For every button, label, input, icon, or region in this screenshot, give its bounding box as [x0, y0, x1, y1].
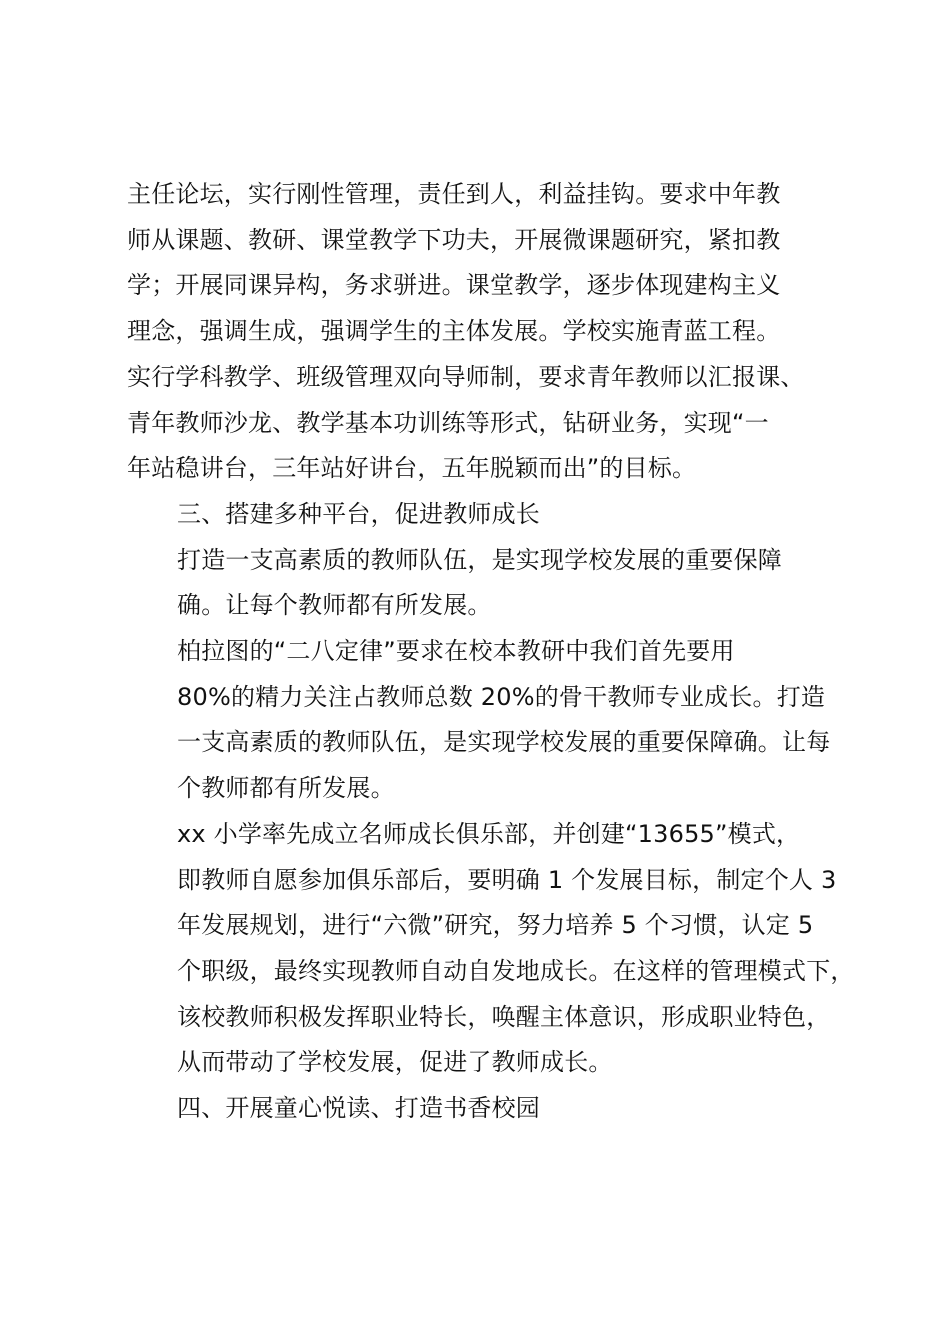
heading-line: 四、开展童心悦读、打造书香校园 [177, 1094, 540, 1123]
text-line: 该校教师积极发挥职业特长，唤醒主体意识，形成职业特色， [177, 1002, 831, 1031]
text-line: 理念，强调生成，强调学生的主体发展。学校实施青蓝工程。 [127, 317, 781, 346]
section-heading-3 [127, 492, 847, 538]
paragraph-continuation [127, 172, 847, 492]
text-line: 青年教师沙龙、教学基本功训练等形式，钻研业务，实现“一 [127, 408, 769, 437]
text-line: 柏拉图的“二八定律”要求在校本教研中我们首先要用 [177, 637, 735, 666]
paragraph-team-building [127, 538, 847, 629]
text-line: 实行学科教学、班级管理双向导师制，要求青年教师以汇报课、 [127, 362, 805, 391]
text-line: 师从课题、教研、课堂教学下功夫，开展微课题研究，紧扣教 [127, 225, 781, 254]
paragraph-pareto-rule [127, 629, 847, 812]
text-line: 年站稳讲台，三年站好讲台，五年脱颖而出”的目标。 [127, 454, 697, 483]
section-heading-4 [127, 1086, 847, 1132]
text-line: 学；开展同课异构，务求骈进。课堂教学，逐步体现建构主义 [127, 271, 781, 300]
heading-line: 三、搭建多种平台，促进教师成长 [177, 499, 540, 528]
text-line: xx 小学率先成立名师成长俱乐部，并创建“13655”模式， [177, 819, 801, 848]
text-line: 即教师自愿参加俱乐部后，要明确 1 个发展目标，制定个人 3 [177, 865, 837, 894]
text-line: 个教师都有所发展。 [177, 774, 395, 803]
text-line: 80%的精力关注占教师总数 20%的骨干教师专业成长。打造 [177, 682, 826, 711]
text-line: 从而带动了学校发展，促进了教师成长。 [177, 1048, 613, 1077]
text-line: 打造一支高素质的教师队伍，是实现学校发展的重要保障 [177, 545, 782, 574]
paragraph-mentor-club [127, 812, 855, 1086]
text-line: 主任论坛，实行刚性管理，责任到人，利益挂钩。要求中年教 [127, 180, 781, 208]
text-line: 年发展规划，进行“六微”研究，努力培养 5 个习惯，认定 5 [177, 911, 814, 940]
text-line: 个职级，最终实现教师自动自发地成长。在这样的管理模式下， [177, 956, 855, 985]
text-line: 确。让每个教师都有所发展。 [177, 591, 492, 620]
text-line: 一支高素质的教师队伍，是实现学校发展的重要保障确。让每 [177, 728, 831, 757]
body-text [127, 172, 855, 1132]
